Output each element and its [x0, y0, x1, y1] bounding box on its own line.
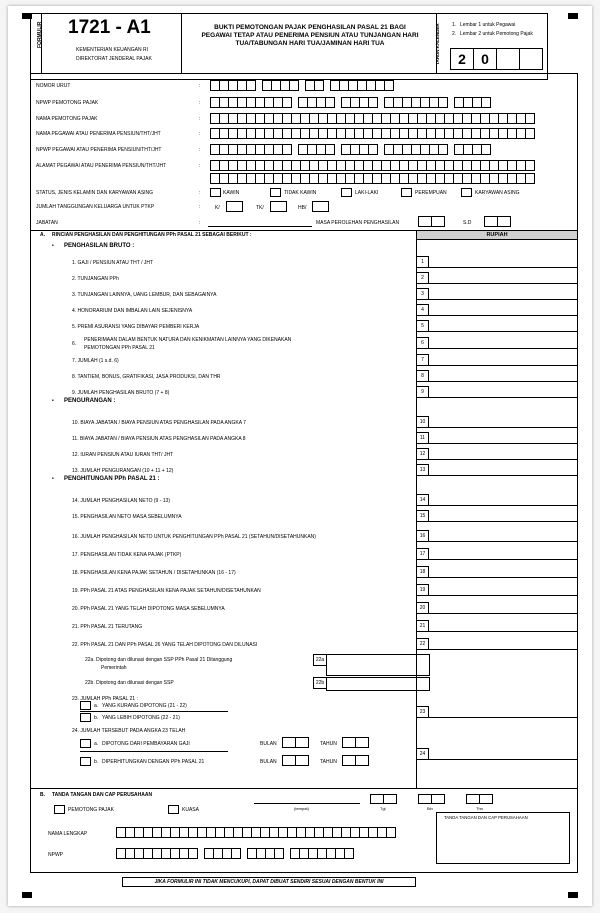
laki-checkbox[interactable]: [341, 188, 352, 197]
form-title-line2: PEGAWAI TETAP ATAU PENERIMA PENSIUN ATAU TUNJANGAN HARI: [201, 32, 419, 39]
item-label-line2: PEMOTONGAN PPh PASAL 21: [84, 345, 155, 351]
item-number-box: 18: [416, 566, 429, 578]
item-number-box: 21: [416, 620, 429, 632]
thn-1-input[interactable]: [466, 794, 480, 804]
colon: :: [199, 147, 201, 153]
registration-mark: [22, 892, 32, 898]
pph-heading: PENGHITUNGAN PPh PASAL 21 :: [64, 476, 160, 482]
registration-mark: [568, 13, 578, 19]
tahun-kalender-label: TAHUN KALENDER: [435, 23, 440, 65]
bullet-pengurangan: •: [52, 398, 54, 404]
section-a-letter: A.: [40, 232, 45, 238]
item-number-box: 10: [416, 416, 429, 428]
npwp-pegawai-input[interactable]: [210, 144, 490, 155]
item-label: 3. TUNJANGAN LAINNYA, UANG LEMBUR, DAN SEBAGAINYA: [72, 292, 217, 298]
section-b-letter: B.: [40, 792, 45, 798]
item-23b-label: YANG LEBIH DIPOTONG (22 - 21): [102, 715, 180, 721]
item-label: 21. PPh PASAL 21 TERUTANG: [72, 624, 143, 630]
tgl-2-input[interactable]: [383, 794, 397, 804]
tgl-1-input[interactable]: [370, 794, 384, 804]
masa-start-2-input[interactable]: [431, 216, 445, 227]
lembar2-label: Lembar 2 untuk Pemotong Pajak: [460, 31, 533, 37]
item-amount-input[interactable]: [429, 613, 578, 614]
item-number-box: 3: [416, 288, 429, 300]
signature-label: TANDA TANGAN DAN CAP PERUSAHAAN: [444, 815, 528, 820]
item-22a-label-line2: Pemerintah: [101, 665, 127, 671]
kuasa-label: KUASA: [182, 807, 199, 813]
masa-label: MASA PEROLEHAN PENGHASILAN: [316, 220, 400, 226]
item-amount-input[interactable]: [429, 475, 578, 476]
item-number-box: 19: [416, 584, 429, 596]
item-amount-input[interactable]: [429, 381, 578, 382]
thn-2-input[interactable]: [479, 794, 493, 804]
npwp-label-b: NPWP: [48, 852, 63, 858]
item-22a-label: 22a. Dipotong dan dilunasi dengan SSP PPh Pasal 21 Ditanggung: [85, 657, 233, 663]
nama-pemotong-label: NAMA PEMOTONG PAJAK: [36, 116, 98, 122]
item-number-box: 13: [416, 464, 429, 476]
nomor-urut-label: NOMOR URUT: [36, 83, 71, 89]
nama-pegawai-label: NAMA PEGAWAI ATAU PENERIMA PENSIUN/THT/JHT: [36, 131, 161, 137]
year-digit-3-input[interactable]: [496, 48, 520, 70]
pemotong-pajak-label: PEMOTONG PAJAK: [68, 807, 114, 813]
tahun-b-2-input[interactable]: [355, 755, 369, 766]
npwp-input-b[interactable]: [116, 848, 353, 859]
nama-lengkap-label: NAMA LENGKAP: [48, 831, 88, 837]
item-23a-letter: a.: [94, 703, 99, 709]
k-input[interactable]: [226, 201, 243, 212]
npwp-pemotong-input[interactable]: [210, 97, 490, 108]
footer-note: JIKA FORMULIR INI TIDAK MENCUKUPI, DAPAT DIBUAT SENDIRI SESUAI DENGAN BENTUK INI: [122, 877, 416, 887]
kawin-checkbox[interactable]: [210, 188, 221, 197]
item-amount-input[interactable]: [429, 365, 578, 366]
item-amount-input[interactable]: [429, 595, 578, 596]
item-number-box: 20: [416, 602, 429, 614]
bullet-pph: •: [52, 476, 54, 482]
item-label: 7. JUMLAH (1 s.d. 6): [72, 358, 119, 364]
item-23a-label: YANG KURANG DIPOTONG (21 - 22): [102, 703, 187, 709]
item-label: 15. PENGHASILAN NETO MASA SEBELUMNYA: [72, 514, 182, 520]
item-label: 8. TANTIEM, BONUS, GRATIFIKASI, JASA PRODUKSI, DAN THR: [72, 374, 221, 380]
registration-mark: [568, 892, 578, 898]
status-label: STATUS, JENIS KELAMIN DAN KARYAWAN ASING: [36, 190, 154, 196]
tempat-label: (tempat): [294, 806, 309, 811]
perempuan-label: PEREMPUAN: [415, 190, 447, 196]
masa-end-2-input[interactable]: [497, 216, 511, 227]
item-amount-input[interactable]: [429, 459, 578, 460]
masa-end-1-input[interactable]: [484, 216, 498, 227]
item-23-label: 23. JUMLAH PPh PASAL 21 :: [72, 696, 138, 702]
section-b-top-rule: [30, 788, 578, 789]
kawin-label: KAWIN: [223, 190, 240, 196]
nama-lengkap-input[interactable]: [116, 827, 395, 838]
item-amount-input[interactable]: [429, 299, 578, 300]
bulan-b-2-input[interactable]: [295, 755, 309, 766]
bullet-bruto: •: [52, 243, 54, 249]
item-label: 16. JUMLAH PENGHASILAN NETO UNTUK PENGHITUNGAN PPh PASAL 21 (SETAHUN/DISETAHUNKAN): [72, 534, 316, 540]
item-amount-input[interactable]: [429, 283, 578, 284]
item-amount-input[interactable]: [429, 631, 578, 632]
item-23b-checkbox[interactable]: [80, 713, 91, 722]
item-label: 13. JUMLAH PENGURANGAN (10 + 11 + 12): [72, 468, 174, 474]
item-label: 18. PENGHASILAN KENA PAJAK SETAHUN / DISETAHUNKAN (16 - 17): [72, 570, 236, 576]
item-number-box: 15: [416, 510, 429, 522]
nomor-urut-input[interactable]: [210, 80, 393, 91]
item-24-amount-input[interactable]: [429, 759, 578, 760]
item-number-label: 6.: [72, 341, 77, 347]
item-number-box: 7: [416, 354, 429, 366]
nama-pegawai-input[interactable]: [210, 128, 534, 139]
item-label: PENERIMAAN DALAM BENTUK NATURA DAN KENIKMATAN LAINNYA YANG DIKENAKAN: [84, 337, 292, 343]
item-23-number: 23: [416, 706, 429, 718]
tahun-a-1-input[interactable]: [342, 737, 356, 748]
bln-2-input[interactable]: [431, 794, 445, 804]
item-number-box: 8: [416, 370, 429, 382]
item-24b-checkbox[interactable]: [80, 757, 91, 766]
section-b-title: TANDA TANGAN DAN CAP PERUSAHAAN: [52, 792, 153, 798]
item-amount-input[interactable]: [429, 331, 578, 332]
kuasa-checkbox[interactable]: [168, 805, 179, 814]
colon: :: [199, 204, 201, 210]
item-number-box: 1: [416, 256, 429, 268]
item-amount-input[interactable]: [429, 559, 578, 560]
bulan-b-1-input[interactable]: [282, 755, 296, 766]
item-label: 2. TUNJANGAN PPh: [72, 276, 119, 282]
alamat-input-line1[interactable]: [210, 160, 534, 171]
lembar1-number: 1.: [452, 22, 457, 28]
tax-form-page: [8, 6, 592, 906]
karyawan-asing-checkbox[interactable]: [461, 188, 472, 197]
form-title-line1: BUKTI PEMOTONGAN PAJAK PENGHASILAN PASAL 21 BAGI: [214, 24, 406, 31]
colon: :: [199, 163, 201, 169]
karyawan-asing-label: KARYAWAN ASING: [475, 190, 520, 196]
bulan-label-b: BULAN: [260, 759, 277, 765]
item-number-box: 2: [416, 272, 429, 284]
colon: :: [199, 220, 201, 226]
item-24-rule: [80, 751, 228, 752]
item-24a-letter: a.: [94, 741, 99, 747]
laki-label: LAKI-LAKI: [355, 190, 379, 196]
item-24b-label: DIPERHITUNGKAN DENGAN PPh PASAL 21: [102, 759, 205, 765]
item-number-box: 12: [416, 448, 429, 460]
npwp-pemotong-label: NPWP PEMOTONG PAJAK: [36, 100, 99, 106]
item-24-number: 24: [416, 748, 429, 760]
colon: :: [199, 190, 201, 196]
year-digit-1: 2: [450, 48, 474, 70]
lembar1-label: Lembar 1 untuk Pegawai: [460, 22, 516, 28]
k-label: K/: [215, 205, 220, 211]
item-amount-input[interactable]: [429, 348, 578, 349]
item-amount-input[interactable]: [429, 521, 578, 522]
colon: :: [199, 131, 201, 137]
tahun-a-2-input[interactable]: [355, 737, 369, 748]
formulir-label: FORMULIR: [37, 21, 43, 48]
alamat-label: ALAMAT PEGAWAI ATAU PENERIMA PENSIUN/THT/JHT: [36, 163, 167, 169]
item-23b-letter: b.: [94, 715, 99, 721]
item-amount-input[interactable]: [429, 541, 578, 542]
form-code: 1721 - A1: [68, 17, 151, 38]
item-22a-number: 22a: [313, 654, 327, 666]
thn-label: Thn: [476, 806, 483, 811]
item-label: 12. IURAN PENSIUN ATAU IURAN THT/ JHT: [72, 452, 174, 458]
tidak-kawin-label: TIDAK KAWIN: [284, 190, 317, 196]
item-label: 1. GAJI / PENSIUN ATAU THT / JHT: [72, 260, 154, 266]
item-label: 20. PPh PASAL 21 YANG TELAH DIPOTONG MASA SEBELUMNYA: [72, 606, 225, 612]
item-label: 14. JUMLAH PENGHASILAN NETO (9 - 13): [72, 498, 170, 504]
directorate-name: DIREKTORAT JENDERAL PAJAK: [76, 56, 152, 62]
form-title-line3: TUA/TABUNGAN HARI TUA/JAMINAN HARI TUA: [235, 40, 385, 47]
tk-input[interactable]: [270, 201, 287, 212]
tahun-label-a: TAHUN: [320, 741, 337, 747]
item-24b-letter: b.: [94, 759, 99, 765]
tahun-label-b: TAHUN: [320, 759, 337, 765]
item-amount-input[interactable]: [429, 397, 578, 398]
item-24-label: 24. JUMLAH TERSEBUT PADA ANGKA 23 TELAH: [72, 728, 186, 734]
item-22b-number: 22b: [313, 677, 327, 689]
alamat-input-line2[interactable]: [210, 173, 534, 184]
tempat-input-line[interactable]: [254, 803, 360, 804]
item-amount-input[interactable]: [429, 267, 578, 268]
item-amount-input[interactable]: [429, 443, 578, 444]
item-amount-input[interactable]: [429, 505, 578, 506]
colon: :: [199, 116, 201, 122]
item-label: 5. PREMI ASURANSI YANG DIBAYAR PEMBERI KERJA: [72, 324, 200, 330]
item-22b-label: 22b. Dipotong dan dilunasi dengan SSP: [85, 680, 174, 686]
ministry-name: KEMENTERIAN KEUANGAN RI: [76, 47, 148, 53]
year-digit-2: 0: [473, 48, 497, 70]
item-number-box: 17: [416, 548, 429, 560]
bln-label: Bln: [427, 806, 433, 811]
bulan-a-2-input[interactable]: [295, 737, 309, 748]
item-label: 4. HONORARIUM DAN IMBALAN LAIN SEJENISNYA: [72, 308, 193, 314]
lembar2-number: 2.: [452, 31, 457, 37]
item-22a-amount-input[interactable]: [326, 654, 430, 676]
tanggungan-label: JUMLAH TANGGUNGAN KELUARGA UNTUK PTKP: [36, 204, 155, 210]
item-label: 10. BIAYA JABATAN / BIAYA PENSIUN ATAS PENGHASILAN PADA ANGKA 7: [72, 420, 246, 426]
item-amount-input[interactable]: [429, 427, 578, 428]
bruto-heading: PENGHASILAN BRUTO :: [64, 243, 135, 249]
item-label: 17. PENGHASILAN TIDAK KENA PAJAK (PTKP): [72, 552, 182, 558]
jabatan-input-line[interactable]: [208, 226, 312, 227]
jabatan-label: JABATAN: [36, 220, 58, 226]
perempuan-checkbox[interactable]: [401, 188, 412, 197]
hb-label: HB/: [298, 205, 307, 211]
masa-start-1-input[interactable]: [418, 216, 432, 227]
item-number-box: 5: [416, 320, 429, 332]
bln-1-input[interactable]: [418, 794, 432, 804]
item-label: 9. JUMLAH PENGHASILAN BRUTO (7 + 8): [72, 390, 170, 396]
item-22b-amount-input[interactable]: [326, 677, 430, 691]
colon: :: [199, 83, 201, 89]
tgl-label: Tgl: [380, 806, 386, 811]
item-number-box: 14: [416, 494, 429, 506]
tahun-b-1-input[interactable]: [342, 755, 356, 766]
pemotong-pajak-checkbox[interactable]: [54, 805, 65, 814]
tk-label: TK/: [256, 205, 264, 211]
rupiah-header: RUPIAH: [416, 230, 578, 240]
item-number-box: 22: [416, 638, 429, 650]
item-label: 11. BIAYA JABATAN / BIAYA PENSIUN ATAS PENGHASILAN PADA ANGKA 8: [72, 436, 246, 442]
sd-label: S.D: [463, 220, 472, 226]
item-number-box: 9: [416, 386, 429, 398]
hb-input[interactable]: [312, 201, 329, 212]
item-number-box: 4: [416, 304, 429, 316]
year-digit-4-input[interactable]: [519, 48, 543, 70]
item-23-rule: [80, 711, 228, 712]
item-number-box: 6: [416, 337, 429, 349]
item-24a-checkbox[interactable]: [80, 739, 91, 748]
item-label: 19. PPh PASAL 21 ATAS PENGHASILAN KENA PAJAK SETAHUN/DISETAHUNKAN: [72, 588, 261, 594]
item-23a-checkbox[interactable]: [80, 701, 91, 710]
colon: :: [199, 100, 201, 106]
bulan-a-1-input[interactable]: [282, 737, 296, 748]
item-number-box: 11: [416, 432, 429, 444]
item-amount-input[interactable]: [429, 315, 578, 316]
bulan-label-a: BULAN: [260, 741, 277, 747]
item-23-amount-input[interactable]: [429, 717, 578, 718]
section-a-title: RINCIAN PENGHASILAN DAN PENGHITUNGAN PPh PASAL 21 SEBAGAI BERIKUT :: [52, 232, 252, 238]
tidak-kawin-checkbox[interactable]: [270, 188, 281, 197]
item-number-box: 16: [416, 530, 429, 542]
item-label: 22. PPh PASAL 21 DAN PPh PASAL 26 YANG TELAH DIPOTONG DAN DILUNASI: [72, 642, 258, 648]
item-amount-input[interactable]: [429, 649, 578, 650]
nama-pemotong-input[interactable]: [210, 113, 534, 124]
header-divider: [181, 13, 182, 73]
pengurangan-heading: PENGURANGAN :: [64, 398, 116, 404]
item-amount-input[interactable]: [429, 577, 578, 578]
item-24a-label: DIPOTONG DARI PEMBAYARAN GAJI: [102, 741, 190, 747]
npwp-pegawai-label: NPWP PEGAWAI ATAU PENERIMA PENSIUN/THT/JHT: [36, 147, 162, 153]
